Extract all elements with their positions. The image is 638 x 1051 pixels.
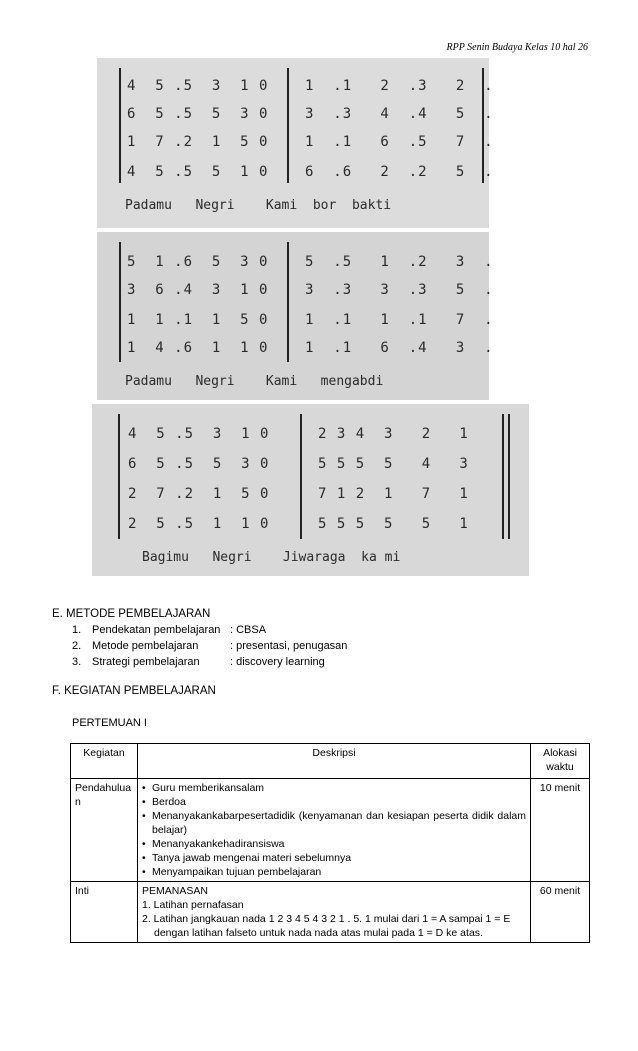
lyrics-line: Padamu Negri Kami mengabdi	[125, 374, 384, 389]
notation-row: 6 5 .5 5 3 0	[127, 106, 269, 122]
notation-row: 1 1 .1 1 5 0	[127, 312, 269, 328]
list-item	[72, 654, 347, 670]
notation-row: 4 5 .5 5 1 0	[127, 164, 269, 180]
notation-row: 4 5 .5 3 1 0	[128, 426, 270, 442]
table-row	[71, 779, 590, 882]
meeting-label: PERTEMUAN I	[72, 717, 147, 729]
item-key: Strategi pembelajaran	[92, 656, 200, 668]
notation-row: 3 .3 4 .4 5 .	[305, 106, 494, 122]
item-number: 3.	[72, 656, 82, 668]
header-deskripsi: Deskripsi	[138, 744, 531, 779]
list-item: • Menanyakankehadiransiswa	[142, 838, 285, 850]
notation-row: 2 3 4 3 2 1	[318, 426, 469, 442]
list-item	[72, 638, 347, 654]
notation-row: 1 .1 6 .4 3 .	[305, 340, 494, 356]
item-number: 1.	[72, 624, 82, 636]
notation-row: 3 .3 3 .3 5 .	[305, 282, 494, 298]
activity-table	[70, 743, 590, 943]
bar-line	[287, 68, 289, 183]
list-item: • Berdoa	[142, 796, 186, 808]
section-e-title: E. METODE PEMBELAJARAN	[52, 608, 211, 620]
list-item: • Menyampaikan tujuan pembelajaran	[142, 866, 322, 878]
notation-scan-2	[97, 232, 494, 400]
notation-row: 5 5 5 5 5 1	[318, 516, 469, 532]
header-kegiatan: Kegiatan	[71, 744, 138, 779]
activity-cell: Inti	[71, 882, 138, 943]
bullet-text: Berdoa	[152, 796, 186, 808]
item-value: : discovery learning	[230, 656, 325, 668]
notation-row: 6 .6 2 .2 5 .	[305, 164, 494, 180]
notation-row: 5 .5 1 .2 3 .	[305, 254, 494, 270]
item-key: Metode pembelajaran	[92, 640, 199, 652]
activity-cell: Pendahuluan	[71, 779, 138, 882]
notation-row: 6 5 .5 5 3 0	[128, 456, 270, 472]
description-cell	[138, 882, 531, 943]
list-item: 2. Latihan jangkauan nada 1 2 3 4 5 4 3 2 1 . 5. 1 mulai dari 1 = A sampai 1 = E dengan latihan falseto untuk nada nada atas mulai pada 1 = D ke atas.	[142, 913, 511, 939]
item-value: : presentasi, penugasan	[230, 640, 348, 652]
notation-row: 4 5 .5 3 1 0	[127, 78, 269, 94]
table-row	[71, 882, 590, 943]
bullet-text: Menanyakankabarpesertadidik (kenyamanan dan kesiapan peserta didik dalam belajar)	[152, 810, 526, 836]
item-number: 2.	[72, 640, 82, 652]
bar-line	[119, 242, 121, 362]
lyrics-line: Bagimu Negri Jiwaraga ka mi	[142, 550, 401, 565]
time-cell: 10 menit	[531, 779, 590, 882]
notation-row: 5 1 .6 5 3 0	[127, 254, 269, 270]
list-item: 1. Latihan pernafasan	[142, 899, 244, 911]
time-cell: 60 menit	[531, 882, 590, 943]
notation-row: 1 .1 1 .1 7 .	[305, 312, 494, 328]
header-alokasi: Alokasi waktu	[531, 744, 590, 779]
list-item: • Tanya jawab mengenai materi sebelumnya	[142, 852, 352, 864]
notation-row: 1 4 .6 1 1 0	[127, 340, 269, 356]
bullet-text: Tanya jawab mengenai materi sebelumnya	[152, 852, 352, 864]
list-item	[72, 622, 347, 638]
notation-row: 5 5 5 5 4 3	[318, 456, 469, 472]
page-header: RPP Senin Budaya Kelas 10 hal 26	[446, 42, 588, 53]
bar-line	[118, 414, 120, 539]
notation-scan-1	[97, 58, 494, 228]
table-header-row	[71, 744, 590, 779]
notation-row: 3 6 .4 3 1 0	[127, 282, 269, 298]
method-list	[72, 622, 347, 670]
item-key: Pendekatan pembelajaran	[92, 624, 221, 636]
bar-line	[119, 68, 121, 183]
bullet-text: Menanyakankehadiransiswa	[152, 838, 285, 850]
bar-line	[287, 242, 289, 362]
notation-row: 1 .1 2 .3 2 .	[305, 78, 494, 94]
lyrics-line: Padamu Negri Kami bor bakti	[125, 198, 392, 213]
bar-line	[300, 414, 302, 539]
notation-scan-3	[92, 404, 529, 576]
section-heading: PEMANASAN	[142, 885, 208, 897]
notation-row: 2 7 .2 1 5 0	[128, 486, 270, 502]
bullet-text: Menyampaikan tujuan pembelajaran	[152, 866, 322, 878]
item-value: : CBSA	[230, 624, 267, 636]
list-item: • Menanyakankabarpesertadidik (kenyamanan dan kesiapan peserta didik dalam belajar)	[142, 810, 526, 836]
section-f-title: F. KEGIATAN PEMBELAJARAN	[52, 685, 216, 697]
bar-line	[502, 414, 504, 539]
bar-line	[508, 414, 510, 539]
notation-row: 2 5 .5 1 1 0	[128, 516, 270, 532]
notation-row: 1 7 .2 1 5 0	[127, 134, 269, 150]
list-item: • Guru memberikansalam	[142, 782, 265, 794]
notation-row: 7 1 2 1 7 1	[318, 486, 469, 502]
notation-row: 1 .1 6 .5 7 .	[305, 134, 494, 150]
description-cell	[138, 779, 531, 882]
bullet-text: Guru memberikansalam	[152, 782, 265, 794]
